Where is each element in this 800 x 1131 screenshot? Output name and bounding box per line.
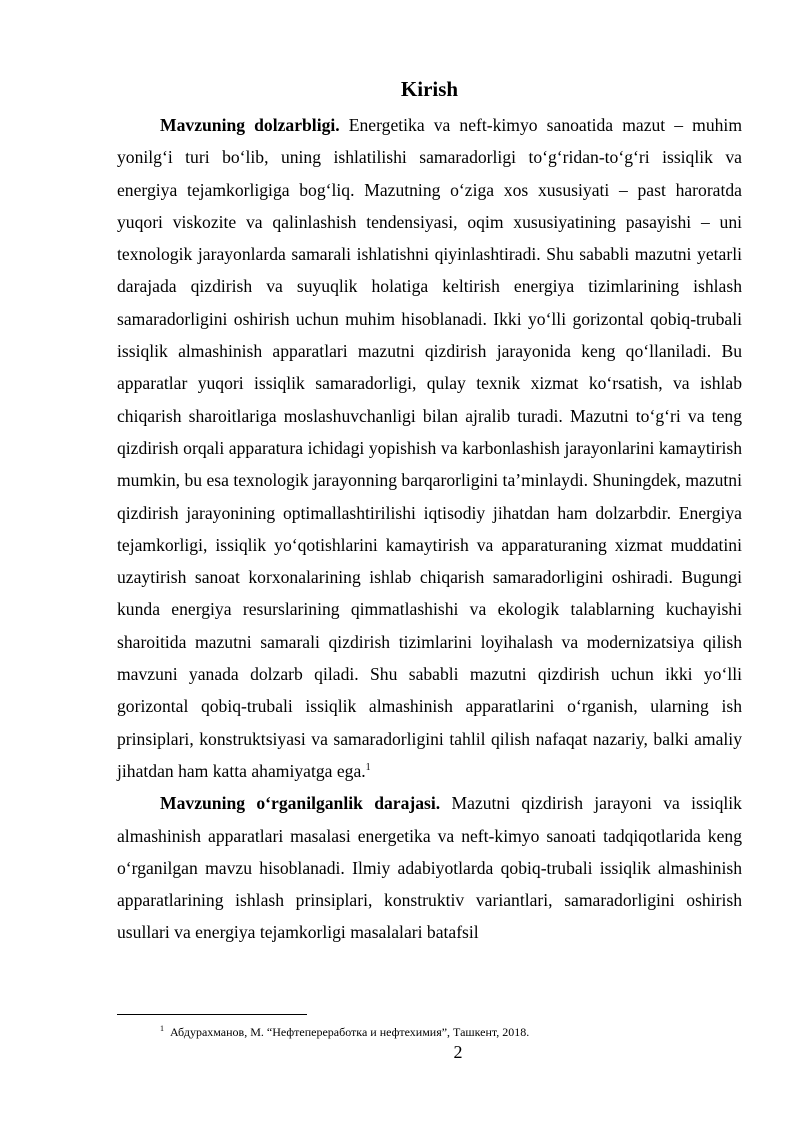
footnote (160, 1024, 720, 1040)
paragraph-relevance (117, 109, 742, 787)
page-number: 2 (453, 1042, 463, 1062)
body-text (117, 109, 742, 949)
paragraph-heading-study-level: Mavzuning o‘rganilganlik darajasi. (160, 793, 441, 814)
footnote-text: Абдурахманов, М. “Нефтепереработка и нефтехимия”, Ташкент, 2018. (170, 1025, 530, 1039)
footnote-reference[interactable]: 1 (365, 762, 371, 774)
footnote-number: 1 (160, 1024, 164, 1033)
paragraph-text-study-level: Mazutni qizdirish jarayoni va issiqlik almashinish apparatlari masalasi energetika va neft-kimyo sanoati tadqiqotlarida keng o‘rganilgan mavzu hisoblanadi. Ilmiy adabiyotlarda qobiq-trubali issiqlik almashinish apparatlarining ishlash prinsiplari, konstruktiv variantlari, samaradorligini oshirish usullari va energiya tejamkorligi masalalari batafsil (117, 793, 742, 943)
paragraph-study-level (117, 787, 742, 948)
section-title: Kirish (400, 77, 459, 101)
footnote-separator (117, 1014, 307, 1015)
paragraph-heading-relevance: Mavzuning dolzarbligi. (160, 115, 340, 135)
paragraph-text-relevance: Energetika va neft-kimyo sanoatida mazut – muhim yonilg‘i turi bo‘lib, uning ishlatilishi samaradorligi to‘g‘ridan-to‘g‘ri issiqlik va energiya tejamkorligiga bog‘liq. Mazutning o‘ziga xos xususiyati – past haroratda yuqori viskozite va qalinlashish tendensiyasi, oqim xususiyatining pasayishi – uni texnologik jarayonlarda samarali ishlatishni qiyinlashtiradi. Shu sababli mazutni yetarli darajada qizdirish va suyuqlik holatiga keltirish energiya tizimlarining ishlash samaradorligini oshirish uchun muhim hisoblanadi. Ikki yo‘lli gorizontal qobiq-trubali issiqlik almashinish apparatlari mazutni qizdirish jarayonida keng qo‘llaniladi. Bu apparatlar yuqori issiqlik samaradorligi, qulay texnik xizmat ko‘rsatish, va ishlab chiqarish sharoitlariga moslashuvchanligi bilan ajralib turadi. Mazutni to‘g‘ri va teng qizdirish orqali apparatura ichidagi yopishish va karbonlashish jarayonlarini kamaytirish mumkin, bu esa texnologik jarayonning barqarorligini ta’minlaydi. Shuningdek, mazutni qizdirish jarayonining optimallashtirilishi iqtisodiy jihatdan ham dolzarbdir. Energiya tejamkorligi, issiqlik yo‘qotishlarini kamaytirish va apparaturaning xizmat muddatini uzaytirish sanoat korxonalarining ishlab chiqarish samaradorligini oshiradi. Bugungi kunda energiya resurslarining qimmatlashishi va ekologik talablarning kuchayishi sharoitida mazutni samarali qizdirish tizimlarini loyihalash va modernizatsiya qilish mavzuni yanada dolzarb qiladi. Shu sababli mazutni qizdirish uchun ikki yo‘lli gorizontal qobiq-trubali issiqlik almashinish apparatlarini o‘rganish, ularning ish prinsiplari, konstruktsiyasi va samaradorligini tahlil qilish nafaqat nazariy, balki amaliy jihatdan ham katta ahamiyatga ega. (117, 115, 742, 781)
